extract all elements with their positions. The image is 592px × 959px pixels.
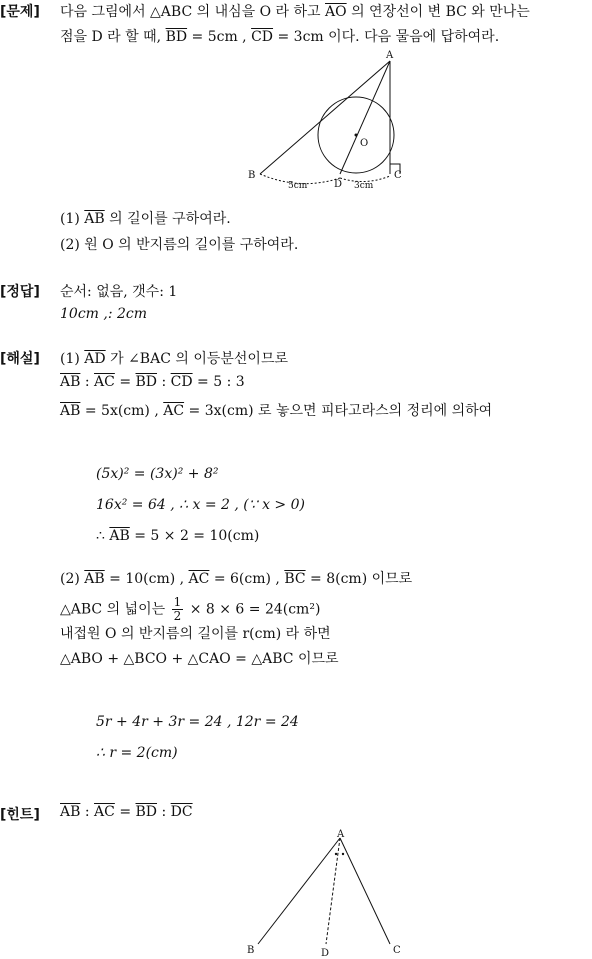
denominator: 2 [173,609,182,623]
segment-bd: $\overline{BD}$ [135,804,158,820]
numerator: 1 [173,595,182,609]
question-2: (2) 원 O 의 반지름의 길이를 구하여라. [60,237,299,253]
bisector-figure [240,826,410,958]
text: 의 길이를 구하여라. [109,211,231,227]
segment-bd: $\overline{BD}$ [135,374,158,390]
solution-part-2-line-4: △ABO + △BCO + △CAO = △ABC 이므로 [60,651,339,667]
segment-ab: $\overline{AB}$ [60,403,81,419]
segment-ac: $\overline{AC}$ [188,571,210,587]
text: = 3x(cm) 로 놓으면 피타고라스의 정리에 의하여 [188,403,493,419]
text: = 5x(cm) , [84,403,159,419]
segment-ab: $\overline{AB}$ [109,528,130,544]
line-ad [340,61,390,174]
equation-3 [96,528,259,544]
text: △ABC 의 넓이는 [60,601,166,618]
solution-part-2-line-2 [60,596,320,623]
text: 다음 그림에서 △ABC 의 내심을 O 라 하고 [60,4,321,20]
solution-part-2-line-3: 내접원 O 의 반지름의 길이를 r(cm) 라 하면 [60,626,331,642]
segment-ac: $\overline{AC}$ [163,403,185,419]
text: 의 연장선이 변 BC 와 만나는 [351,4,530,20]
text: : [161,804,167,820]
label-c: C [394,170,402,181]
equation-5: ∴ r = 2(cm) [96,745,178,761]
center-o [355,134,358,137]
label-b: B [248,170,256,181]
length-dc: 3cm [354,181,374,191]
solution-part-2-line-1 [60,568,412,588]
text: = 8(cm) 이므로 [310,571,413,587]
segment-ao: $\overline{AO}$ [325,4,347,20]
segment-ac: $\overline{AC}$ [94,804,115,820]
text: 점을 D 라 할 때, [60,29,162,45]
segment-ab: $\overline{AB}$ [60,374,81,390]
label-a: A [337,829,345,840]
text: (1) [60,211,80,227]
label-a: A [386,50,394,61]
segment-ad: $\overline{AD}$ [84,351,106,367]
text: ∴ [96,528,105,544]
text: = [119,374,132,390]
equation-4: 5r + 4r + 3r = 24 , 12r = 24 [96,714,299,730]
text: = 5cm , [191,29,247,45]
text: = 10(cm) , [109,571,185,587]
text: (2) [60,571,80,587]
incircle-figure [240,46,410,196]
text: 가 ∠BAC 의 이등분선이므로 [110,351,289,367]
equation-1: (5x)² = (3x)² + 8² [96,466,219,482]
text: × 8 × 6 = 24(cm²) [189,601,321,618]
hint-line-1 [60,804,193,820]
hint-tag: [힌트] [0,807,40,823]
text: = 3cm 이다. 다음 물음에 답하여라. [277,29,500,45]
solution-line-3 [60,400,492,420]
text: = [119,804,132,820]
segment-ab: $\overline{AB}$ [84,571,105,587]
segment-bc: $\overline{BC}$ [284,571,306,587]
solution-line-1 [60,348,288,368]
segment-ab: $\overline{AB}$ [60,804,81,820]
problem-line-1 [60,1,530,21]
text: = 5 × 2 = 10(cm) [134,528,260,544]
length-bd: 5cm [288,181,308,191]
label-d: D [321,948,330,958]
text: = 5 : 3 [197,374,245,390]
solution-line-2 [60,374,245,390]
equation-2: 16x² = 64 , ∴ x = 2 , (∵ x > 0) [96,497,305,513]
solution-tag: [해설] [0,351,40,367]
segment-ac: $\overline{AC}$ [94,374,115,390]
text: (1) [60,351,80,367]
angle-mark [335,853,337,855]
label-d: D [334,179,343,190]
segment-ab: $\overline{AB}$ [84,211,105,227]
label-o: O [360,138,369,149]
segment-bd: $\overline{BD}$ [165,29,188,45]
text: : [84,374,90,390]
problem-line-2 [60,26,499,46]
problem-tag: [문제] [0,4,40,20]
segment-dc: $\overline{DC}$ [170,804,193,820]
segment-cd: $\overline{CD}$ [170,374,193,390]
text: = 6(cm) , [213,571,280,587]
label-b: B [247,945,255,956]
answer-line-1: 순서: 없음, 갯수: 1 [60,284,178,300]
text: : [161,374,167,390]
text: : [84,804,90,820]
label-c: C [393,945,401,956]
answer-line-2: 10cm ,: 2cm [60,306,148,322]
angle-mark [342,853,344,855]
answer-tag: [정답] [0,284,40,300]
side-ac [340,838,390,944]
segment-cd: $\overline{CD}$ [251,29,274,45]
question-1 [60,208,231,228]
fraction-half [172,596,184,623]
